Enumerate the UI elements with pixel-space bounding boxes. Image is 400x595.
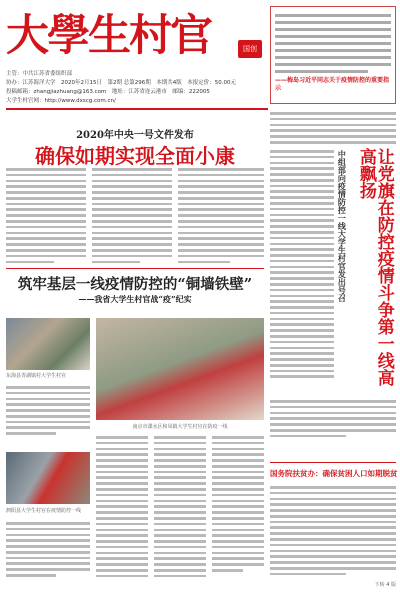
right-story-headline: 让党旗在防控疫情斗争第一线高高飘扬 xyxy=(355,148,394,386)
photo-left-bottom-caption: 泗阳县大学生村官在疫情防控一线 xyxy=(6,508,82,514)
middle-story-col-left-2 xyxy=(6,522,90,580)
lead-story-kicker: 2020年中央一号文件发布 xyxy=(76,130,194,141)
top-right-box-heading: ——梅岛习近平同志关于疫情防控的重要指示 xyxy=(275,77,390,92)
photo-left-bottom xyxy=(6,452,90,504)
right-story-text-top xyxy=(270,112,396,147)
photo-left-top-caption: 东海县青湖镇村大学生村官 xyxy=(6,373,67,379)
bottom-right-col xyxy=(270,486,396,579)
middle-story-col-2 xyxy=(96,436,148,581)
masthead-seal: 国创 xyxy=(238,40,262,58)
site-line: 大学生村官网：http://www.dxscg.com.cn/ xyxy=(6,98,116,104)
photo-left-top xyxy=(6,318,90,370)
page-footer: 下转 4 版 xyxy=(374,582,396,588)
masthead xyxy=(6,10,234,66)
photo-center-caption: 南京市溧水区和凤镇大学生村官在防疫一线 xyxy=(132,424,228,430)
right-story-subhead: 中组部向疫情防控一线大学生村官发出号召 xyxy=(337,150,348,302)
lead-story-col-2 xyxy=(92,168,172,266)
photo-center xyxy=(96,318,264,420)
top-right-box-text xyxy=(275,14,391,73)
middle-story-subhead: ——我省大学生村官战“疫”纪实 xyxy=(78,294,192,304)
middle-story-col-4 xyxy=(212,436,264,575)
middle-story-rule xyxy=(6,268,264,269)
right-story-col xyxy=(270,150,334,381)
lead-story-headline: 确保如期实现全面小康 xyxy=(35,144,235,168)
bottom-right-headline: 国务院扶贫办：确保贫困人口如期脱贫 xyxy=(270,469,398,478)
masthead-rule xyxy=(6,108,268,110)
lead-story-col-1 xyxy=(6,168,86,266)
masthead-title: 大學生村官 xyxy=(6,11,211,61)
middle-story-headline: 筑牢基层一线疫情防控的“铜墙铁壁” xyxy=(17,276,253,293)
middle-story-col-left xyxy=(6,386,90,438)
top-right-box xyxy=(270,6,396,104)
middle-story-col-3 xyxy=(154,436,206,581)
lead-story-col-3 xyxy=(178,168,264,266)
masthead-info xyxy=(6,70,268,106)
address-line: 投稿邮箱：zhangjiazhuang@163.com 地址：江苏省连云港市 邮编：222005 xyxy=(6,89,210,95)
sponsor-line: 主管：中共江苏省委组织部 xyxy=(6,71,73,77)
right-story-col-bottom xyxy=(270,400,396,440)
edition-line: 协办：江苏海洋大学 2020年2月15日 第2期 总第296期 本期共4版 本报定价：50.00元 xyxy=(6,80,236,86)
bottom-right-rule xyxy=(270,462,396,463)
